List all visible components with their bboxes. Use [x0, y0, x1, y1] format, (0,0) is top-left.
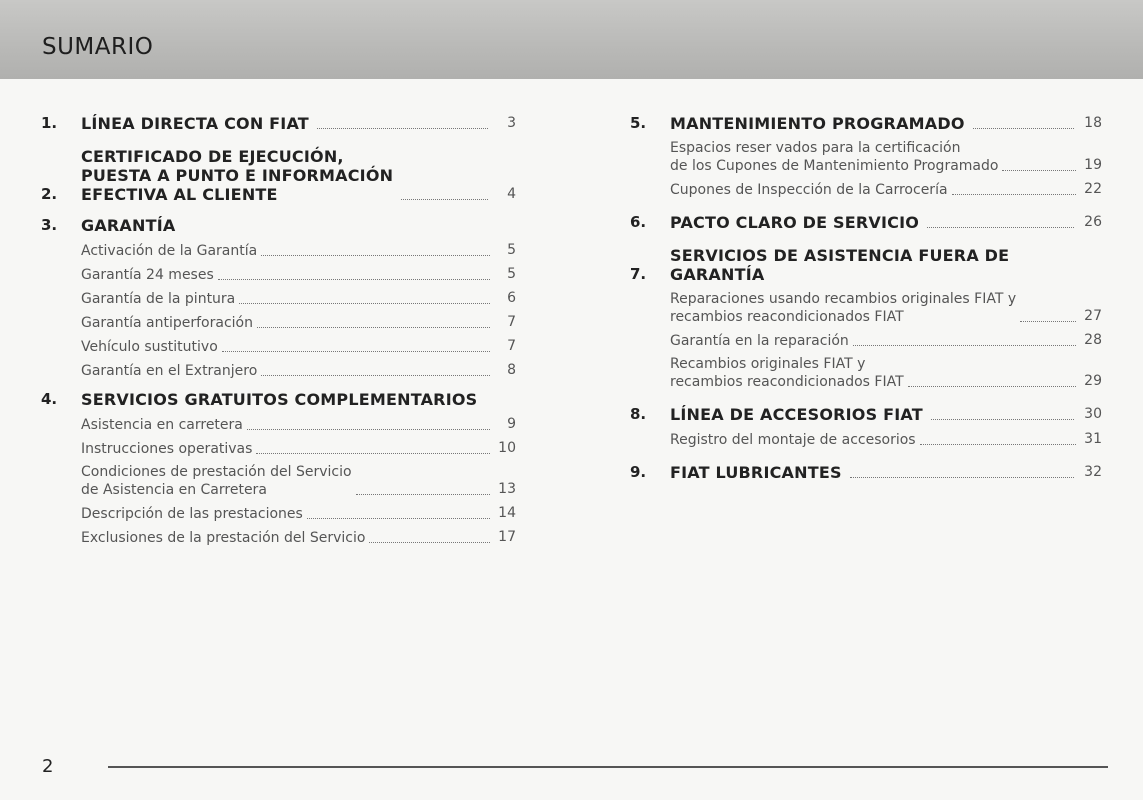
dot-leader: [261, 374, 490, 376]
subitem-page-number: 7: [507, 338, 516, 354]
dot-leader: [356, 493, 490, 495]
toc-section-heading[interactable]: [630, 463, 1102, 482]
subitem-label: Espacios reser vados para la certificación de los Cupones de Mantenimiento Programado: [670, 140, 999, 174]
toc-section-heading[interactable]: [630, 114, 1102, 133]
toc-subitem[interactable]: [81, 463, 516, 499]
toc-subitem[interactable]: [81, 313, 516, 332]
section-title: SERVICIOS GRATUITOS COMPLEMENTARIOS: [81, 390, 478, 409]
toc-subitem[interactable]: [670, 290, 1102, 326]
subitem-page-number: 10: [498, 440, 516, 456]
toc-section: [630, 114, 1102, 199]
dot-leader: [1002, 169, 1076, 171]
section-title: GARANTÍA: [81, 216, 176, 235]
footer-rule: [108, 766, 1108, 768]
toc-subitem[interactable]: [670, 430, 1102, 449]
page-title: SUMARIO: [42, 34, 154, 60]
dot-leader: [222, 350, 490, 352]
section-number: 3.: [41, 216, 58, 234]
toc-section: [630, 213, 1102, 232]
section-title: PACTO CLARO DE SERVICIO: [670, 213, 920, 232]
section-number: 1.: [41, 114, 58, 132]
section-title: MANTENIMIENTO PROGRAMADO: [670, 114, 965, 133]
subitem-label: Recambios originales FIAT y recambios reacondicionados FIAT: [670, 356, 904, 390]
toc-subitem[interactable]: [670, 331, 1102, 350]
toc-subitem[interactable]: [81, 361, 516, 380]
toc-section-heading[interactable]: [41, 390, 516, 409]
section-title: CERTIFICADO DE EJECUCIÓN, PUESTA A PUNTO E INFORMACIÓN EFECTIVA AL CLIENTE: [81, 147, 394, 204]
toc-subitem[interactable]: [670, 355, 1102, 391]
toc-subitem[interactable]: [670, 180, 1102, 199]
section-number: 5.: [630, 114, 647, 132]
dot-leader: [1020, 320, 1076, 322]
dot-leader: [850, 476, 1074, 478]
subitem-label: Registro del montaje de accesorios: [670, 432, 916, 448]
section-title: LÍNEA DIRECTA CON FIAT: [81, 114, 309, 133]
toc-section-heading[interactable]: [41, 114, 516, 133]
dot-leader: [218, 278, 490, 280]
subitem-label: Vehículo sustitutivo: [81, 339, 218, 355]
toc-section-heading[interactable]: [630, 213, 1102, 232]
subitem-page-number: 29: [1084, 373, 1102, 389]
section-title: FIAT LUBRICANTES: [670, 463, 842, 482]
toc-subitems: [670, 139, 1102, 199]
toc-section: [630, 463, 1102, 482]
subitem-label: Instrucciones operativas: [81, 441, 253, 457]
dot-leader: [261, 254, 490, 256]
subitem-page-number: 7: [507, 314, 516, 330]
subitem-label: Garantía en la reparación: [670, 333, 849, 349]
subitem-label: Cupones de Inspección de la Carrocería: [670, 182, 948, 198]
subitem-page-number: 13: [498, 481, 516, 497]
toc-section: [630, 246, 1102, 391]
toc-subitem[interactable]: [81, 439, 516, 458]
toc-section: [41, 390, 516, 547]
toc-subitems: [81, 415, 516, 547]
section-number: 6.: [630, 213, 647, 231]
subitem-page-number: 9: [507, 416, 516, 432]
subitem-label: Activación de la Garantía: [81, 243, 258, 259]
subitem-label: Condiciones de prestación del Servicio de Asistencia en Carretera: [81, 464, 352, 498]
toc-section: [41, 216, 516, 380]
toc-subitem[interactable]: [670, 139, 1102, 175]
subitem-label: Garantía en el Extranjero: [81, 363, 258, 379]
section-page-number: 30: [1084, 406, 1102, 422]
toc-section: [630, 405, 1102, 449]
toc-section: [41, 147, 516, 204]
section-page-number: 4: [507, 186, 516, 202]
dot-leader: [257, 326, 490, 328]
section-page-number: 3: [507, 115, 516, 131]
toc-left-column: [41, 114, 516, 552]
toc-subitem[interactable]: [81, 265, 516, 284]
section-title: LÍNEA DE ACCESORIOS FIAT: [670, 405, 923, 424]
dot-leader: [853, 344, 1076, 346]
toc-subitems: [670, 290, 1102, 391]
dot-leader: [920, 443, 1076, 445]
section-page-number: 26: [1084, 214, 1102, 230]
subitem-label: Garantía 24 meses: [81, 267, 214, 283]
toc-subitem[interactable]: [81, 337, 516, 356]
subitem-page-number: 5: [507, 242, 516, 258]
toc-section-heading[interactable]: [41, 216, 516, 235]
dot-leader: [247, 428, 490, 430]
dot-leader: [401, 198, 488, 200]
subitem-page-number: 19: [1084, 157, 1102, 173]
subitem-page-number: 31: [1084, 431, 1102, 447]
toc-subitem[interactable]: [81, 415, 516, 434]
dot-leader: [317, 127, 488, 129]
subitem-label: Reparaciones usando recambios originales FIAT y recambios reacondicionados FIAT: [670, 291, 1017, 325]
subitem-label: Garantía antiperforación: [81, 315, 253, 331]
dot-leader: [952, 193, 1076, 195]
section-number: 4.: [41, 390, 58, 408]
subitem-page-number: 22: [1084, 181, 1102, 197]
subitem-page-number: 27: [1084, 308, 1102, 324]
subitem-label: Asistencia en carretera: [81, 417, 243, 433]
section-number: 9.: [630, 463, 647, 481]
subitem-page-number: 14: [498, 505, 516, 521]
dot-leader: [927, 226, 1074, 228]
subitem-label: Descripción de las prestaciones: [81, 506, 303, 522]
toc-section-heading[interactable]: [630, 246, 1102, 284]
toc-section-heading[interactable]: [630, 405, 1102, 424]
toc-section-heading[interactable]: [41, 147, 516, 204]
dot-leader: [369, 541, 490, 543]
dot-leader: [239, 302, 490, 304]
dot-leader: [973, 127, 1074, 129]
footer-page-number: 2: [42, 756, 54, 777]
subitem-page-number: 17: [498, 529, 516, 545]
section-title: SERVICIOS DE ASISTENCIA FUERA DE GARANTÍA: [670, 246, 1010, 284]
header-band: [0, 0, 1143, 79]
toc-subitems: [81, 241, 516, 380]
dot-leader: [908, 385, 1076, 387]
subitem-label: Garantía de la pintura: [81, 291, 236, 307]
section-number: 8.: [630, 405, 647, 423]
toc-subitem[interactable]: [81, 528, 516, 547]
toc-subitem[interactable]: [81, 241, 516, 260]
dot-leader: [256, 452, 490, 454]
section-page-number: 32: [1084, 464, 1102, 480]
dot-leader: [931, 418, 1074, 420]
section-number: 7.: [630, 265, 647, 283]
toc-subitem[interactable]: [81, 504, 516, 523]
toc-subitems: [670, 430, 1102, 449]
toc-subitem[interactable]: [81, 289, 516, 308]
section-page-number: 18: [1084, 115, 1102, 131]
subitem-page-number: 28: [1084, 332, 1102, 348]
subitem-page-number: 8: [507, 362, 516, 378]
subitem-page-number: 6: [507, 290, 516, 306]
subitem-page-number: 5: [507, 266, 516, 282]
toc-right-column: [630, 114, 1102, 482]
section-number: 2.: [41, 185, 58, 203]
dot-leader: [307, 517, 490, 519]
subitem-label: Exclusiones de la prestación del Servicio: [81, 530, 366, 546]
toc-section: [41, 114, 516, 133]
